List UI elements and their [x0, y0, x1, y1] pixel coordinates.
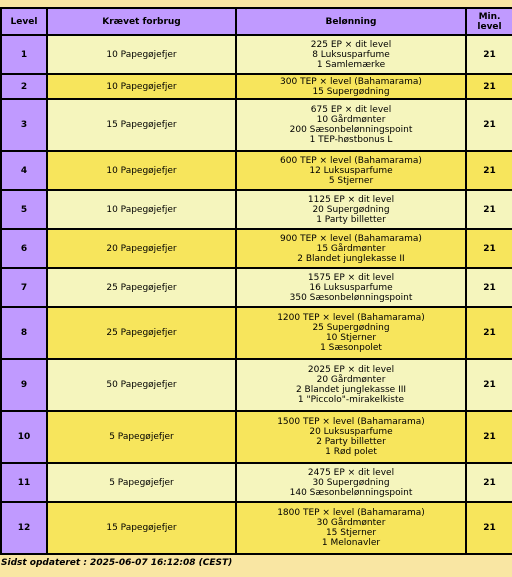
- reward-line: 1 Party billetter: [316, 214, 386, 225]
- table-row: [2, 191, 512, 228]
- row-reward: [237, 100, 465, 150]
- reward-line: 600 TEP × level (Bahamarama): [280, 155, 422, 166]
- row-level: 5: [2, 191, 46, 228]
- row-min-level: 21: [467, 152, 512, 189]
- reward-line: 8 Luksusparfume: [312, 49, 390, 60]
- table-row: [2, 308, 512, 358]
- reward-line: 1500 TEP × level (Bahamarama): [277, 417, 425, 427]
- table-row: [2, 36, 512, 73]
- reward-line: 15 Supergødning: [312, 86, 390, 97]
- row-level: 11: [2, 464, 46, 501]
- row-reward: [237, 36, 465, 73]
- row-reward: [237, 503, 465, 553]
- reward-line: 20 Luksusparfume: [309, 427, 393, 437]
- reward-line: 350 Sæsonbelønningspoint: [289, 292, 413, 303]
- table-row: [2, 152, 512, 189]
- reward-line: 1200 TEP × level (Bahamarama): [277, 313, 425, 323]
- row-required: 25 Papegøjefjer: [48, 269, 235, 306]
- row-min-level: 21: [467, 230, 512, 267]
- table-row: [2, 360, 512, 410]
- row-min-level: 21: [467, 464, 512, 501]
- reward-line: 1 Sæsonpolet: [320, 343, 382, 353]
- row-min-level: 21: [467, 360, 512, 410]
- reward-line: 900 TEP × level (Bahamarama): [280, 233, 422, 244]
- reward-line: 10 Stjerner: [325, 333, 377, 343]
- table-row: [2, 100, 512, 150]
- reward-line: 2025 EP × dit level: [307, 365, 395, 375]
- row-level: 1: [2, 36, 46, 73]
- table-row: [2, 503, 512, 553]
- row-level: 9: [2, 360, 46, 410]
- row-level: 10: [2, 412, 46, 462]
- reward-line: 1125 EP × dit level: [307, 194, 395, 205]
- reward-line: 225 EP × dit level: [310, 39, 392, 50]
- row-required: 50 Papegøjefjer: [48, 360, 235, 410]
- row-level: 4: [2, 152, 46, 189]
- reward-line: 20 Supergødning: [312, 204, 390, 215]
- row-required: 10 Papegøjefjer: [48, 191, 235, 228]
- row-min-level: 21: [467, 36, 512, 73]
- reward-line: 20 Gårdmønter: [316, 375, 386, 385]
- row-reward: [237, 308, 465, 358]
- reward-line: 30 Supergødning: [312, 477, 390, 488]
- reward-line: 300 TEP × level (Bahamarama): [280, 76, 422, 87]
- reward-line: 1 "Piccolo"-mirakelkiste: [297, 395, 405, 405]
- row-min-level: 21: [467, 412, 512, 462]
- row-required: 25 Papegøjefjer: [48, 308, 235, 358]
- row-required: 15 Papegøjefjer: [48, 100, 235, 150]
- row-reward: [237, 464, 465, 501]
- reward-line: 675 EP × dit level: [310, 105, 392, 115]
- row-min-level: 21: [467, 308, 512, 358]
- reward-line: 1 Rød polet: [325, 447, 377, 457]
- row-min-level: 21: [467, 269, 512, 306]
- reward-line: 2 Party billetter: [316, 437, 386, 447]
- row-min-level: 21: [467, 191, 512, 228]
- reward-line: 1575 EP × dit level: [307, 272, 395, 283]
- row-reward: [237, 360, 465, 410]
- row-required: 20 Papegøjefjer: [48, 230, 235, 267]
- header-level: Level: [2, 9, 46, 34]
- reward-line: 5 Stjerner: [328, 175, 374, 186]
- last-updated: Sidst opdateret : 2025-06-07 16:12:08 (CEST): [1, 558, 233, 568]
- header-reward: Belønning: [237, 9, 465, 34]
- reward-line: 200 Sæsonbelønningspoint: [289, 125, 413, 135]
- table-row: [2, 269, 512, 306]
- row-min-level: 21: [467, 503, 512, 553]
- reward-line: 15 Gårdmønter: [316, 243, 386, 254]
- reward-line: 25 Supergødning: [312, 323, 390, 333]
- reward-line: 1800 TEP × level (Bahamarama): [277, 508, 425, 518]
- reward-line: 2 Blandet junglekasse III: [295, 385, 407, 395]
- row-required: 10 Papegøjefjer: [48, 36, 235, 73]
- row-reward: [237, 191, 465, 228]
- row-min-level: 21: [467, 100, 512, 150]
- reward-line: 10 Gårdmønter: [316, 115, 386, 125]
- reward-line: 30 Gårdmønter: [316, 518, 386, 528]
- row-level: 2: [2, 75, 46, 98]
- row-required: 10 Papegøjefjer: [48, 152, 235, 189]
- row-required: 5 Papegøjefjer: [48, 464, 235, 501]
- table-row: [2, 464, 512, 501]
- row-reward: [237, 75, 465, 98]
- row-level: 3: [2, 100, 46, 150]
- row-level: 12: [2, 503, 46, 553]
- reward-line: 15 Stjerner: [325, 528, 377, 538]
- reward-line: 16 Luksusparfume: [309, 282, 393, 293]
- row-required: 5 Papegøjefjer: [48, 412, 235, 462]
- row-reward: [237, 269, 465, 306]
- row-reward: [237, 412, 465, 462]
- reward-line: 2475 EP × dit level: [307, 467, 395, 478]
- table-row: [2, 412, 512, 462]
- row-required: 15 Papegøjefjer: [48, 503, 235, 553]
- header-required: Krævet forbrug: [48, 9, 235, 34]
- row-level: 8: [2, 308, 46, 358]
- reward-line: 140 Sæsonbelønningspoint: [289, 487, 413, 498]
- row-min-level: 21: [467, 75, 512, 98]
- table-row: [2, 75, 512, 98]
- reward-line: 12 Luksusparfume: [309, 165, 393, 176]
- header-min-level: Min. level: [467, 9, 512, 34]
- reward-line: 1 TEP-høstbonus L: [309, 135, 393, 145]
- reward-line: 1 Samlemærke: [316, 59, 386, 70]
- row-reward: [237, 152, 465, 189]
- row-level: 7: [2, 269, 46, 306]
- reward-line: 2 Blandet junglekasse II: [297, 253, 405, 264]
- rewards-body: [2, 36, 512, 553]
- table-row: [2, 230, 512, 267]
- row-level: 6: [2, 230, 46, 267]
- row-reward: [237, 230, 465, 267]
- row-required: 10 Papegøjefjer: [48, 75, 235, 98]
- reward-line: 1 Melonavler: [321, 538, 381, 548]
- header-row: [2, 9, 512, 34]
- rewards-table: [0, 7, 512, 555]
